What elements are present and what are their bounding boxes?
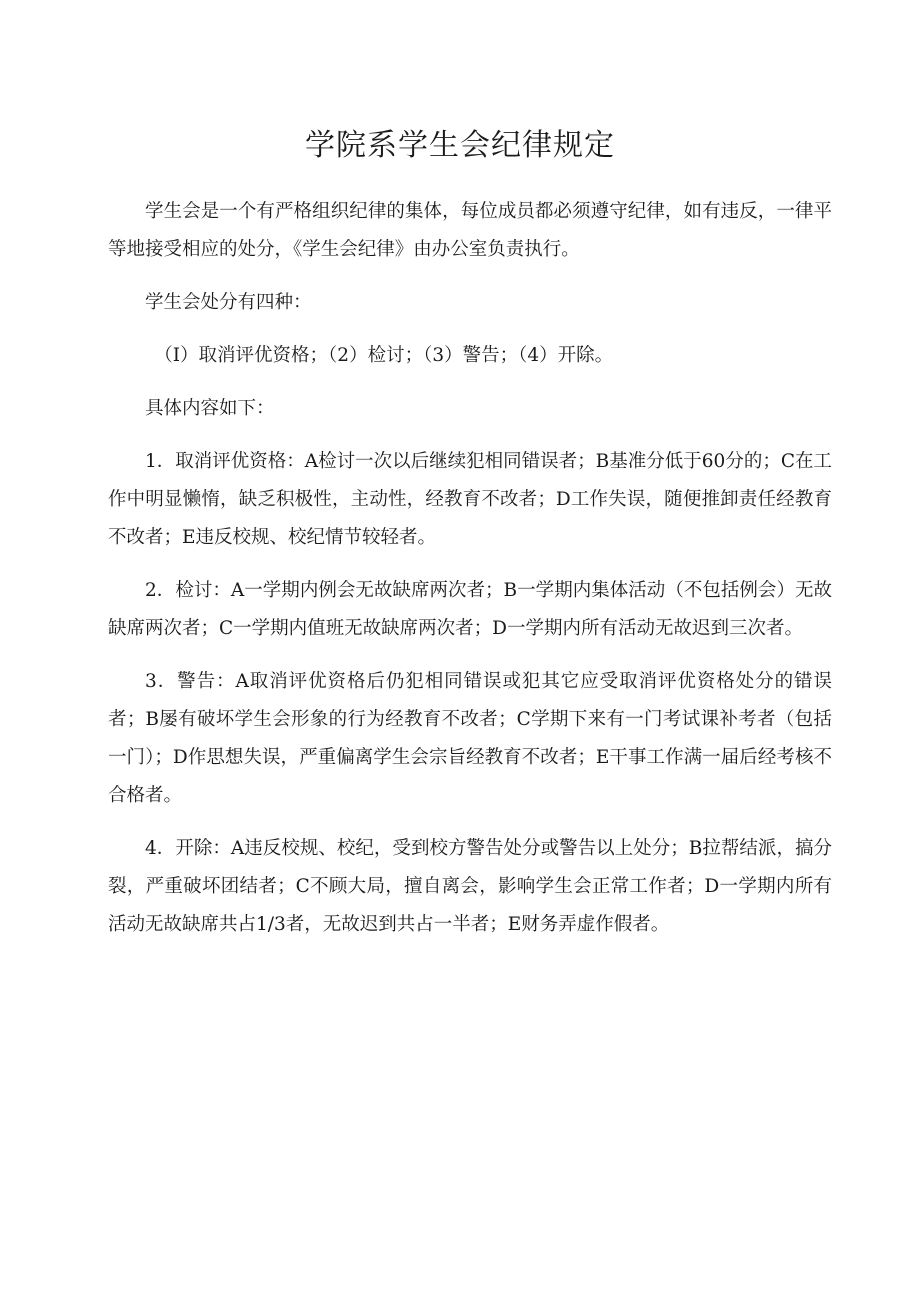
intro-paragraph: 学生会是一个有严格组织纪律的集体，每位成员都必须遵守纪律，如有违反，一律平等地接受相应的处分，《学生会纪律》由办公室负责执行。 [108,201,832,260]
rule-item-cancel-honors: 1．取消评优资格：A检讨一次以后继续犯相同错误者；B基准分低于60分的；C在工作中明显懒惰，缺乏积极性，主动性，经教育不改者；D工作失误，随便推卸责任经教育不改者；E违反校规、校纪情节较轻者。 [108,451,832,548]
document-title: 学院系学生会纪律规定 [305,128,615,163]
rule-item-expulsion: 4．开除：A违反校规、校纪，受到校方警告处分或警告以上处分；B拉帮结派，搞分裂，严重破坏团结者；C不顾大局，擅自离会，影响学生会正常工作者；D一学期内所有活动无故缺席共占1/3者，无故迟到共占一半者；E财务弄虚作假者。 [108,838,832,935]
document-body [108,193,832,959]
rule-item-warning: 3．警告：A取消评优资格后仍犯相同错误或犯其它应受取消评优资格处分的错误者；B屡有破坏学生会形象的行为经教育不改者；C学期下来有一门考试课补考者（包括一门）；D作思想失误，严重偏离学生会宗旨经教育不改者；E干事工作满一届后经考核不合格者。 [108,671,832,806]
punishment-types-list: （I）取消评优资格；（2）检讨；（3）警告；（4）开除。 [154,345,614,366]
details-heading: 具体内容如下： [145,398,275,419]
punishment-types-heading: 学生会处分有四种： [145,292,312,313]
rule-item-self-criticism: 2．检讨：A一学期内例会无故缺席两次者；B一学期内集体活动（不包括例会）无故缺席两次者；C一学期内值班无故缺席两次者；D一学期内所有活动无故迟到三次者。 [108,580,832,639]
